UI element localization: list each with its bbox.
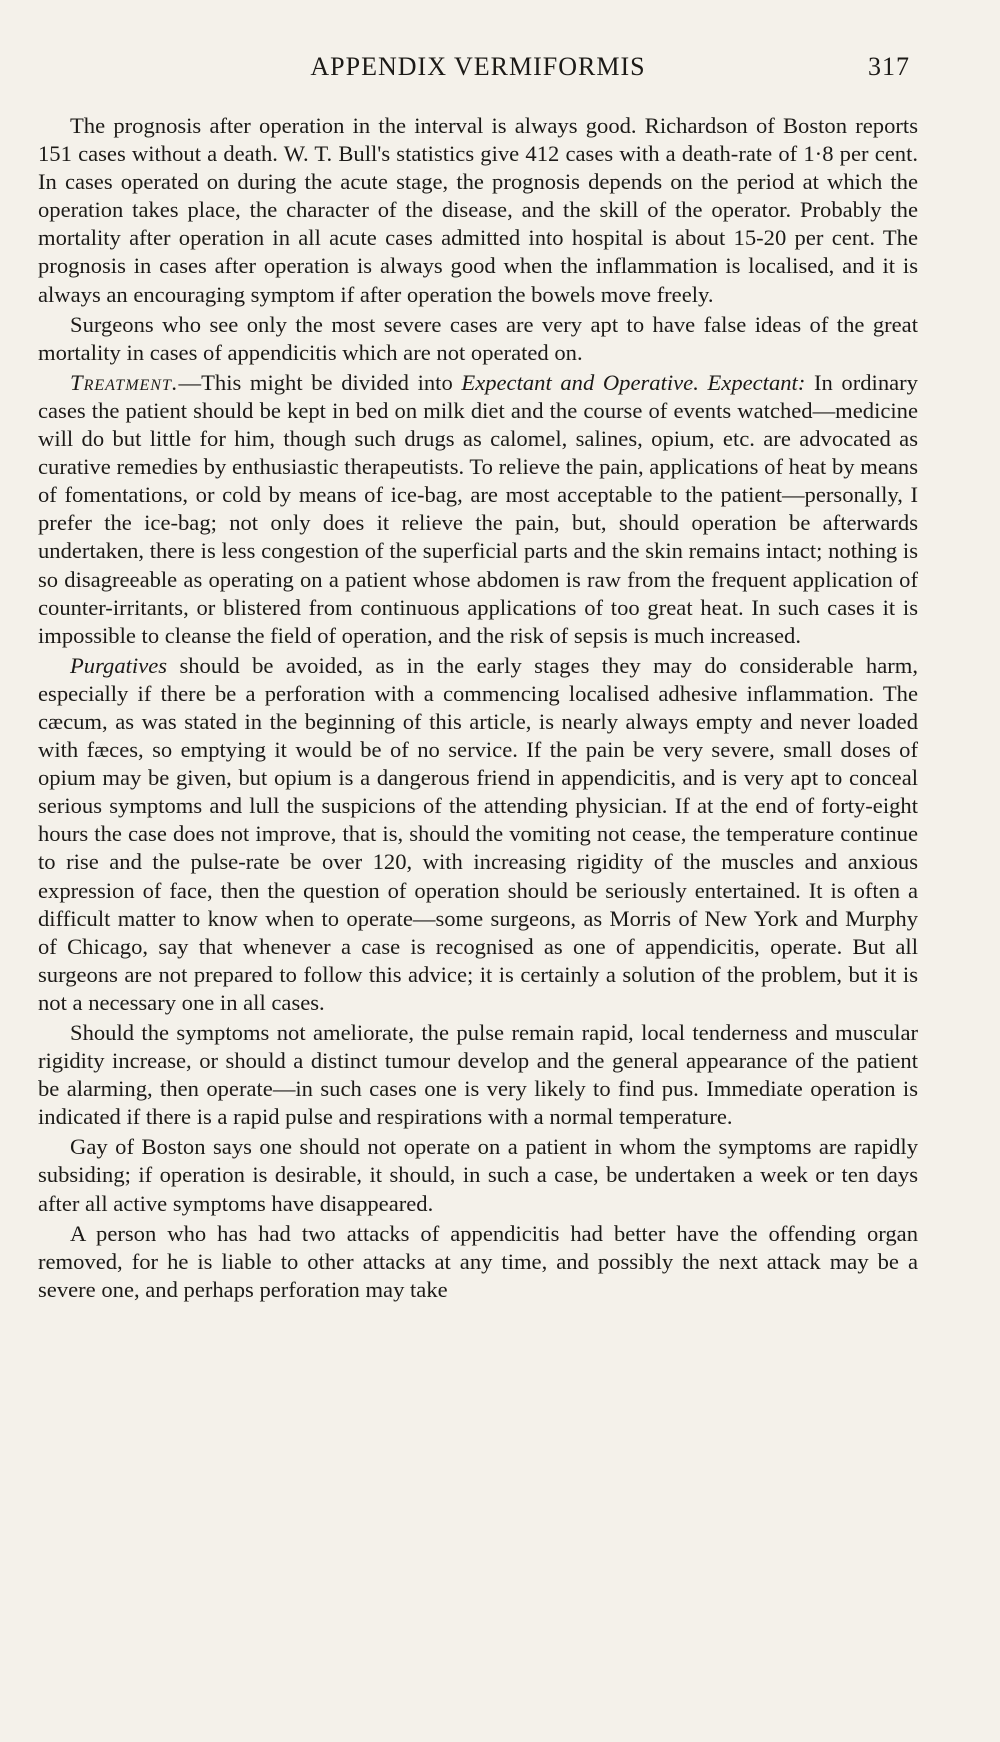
purgatives-heading: Purgatives: [70, 652, 168, 678]
paragraph-gay-of-boston: Gay of Boston says one should not operate on a patient in whom the symptoms are rapidly subsiding; if operation is desirable, it should, in such a case, be undertaken a week or ten days after all active symptoms have disappeared.: [38, 1134, 918, 1216]
paragraph-two-attacks: A person who has had two attacks of appendicitis had better have the offending organ removed, for he is liable to other attacks at any time, and possibly the next attack may be a severe one, and perhaps perforation may take: [38, 1220, 918, 1302]
paragraph-purgatives: [38, 652, 918, 1017]
page-number: 317: [868, 52, 910, 81]
treatment-italic-1: Expectant and Operative.: [461, 369, 699, 395]
paragraph-prognosis: The prognosis after operation in the interval is always good. Richardson of Boston reports 151 cases without a death. W. T. Bull's statistics give 412 cases with a death-rate of 1·8 per cent. In cases operated on during the acute stage, the prognosis depends on the period at which the operation takes place, the character of the disease, and the skill of the operator. Probably the mortality after operation in all acute cases admitted into hospital is about 15-20 per cent. The prognosis in cases after operation is always good when the inflammation is localised, and it is always an encouraging symptom if after operation the bowels move freely.: [38, 113, 918, 307]
paragraph-symptoms: Should the symptoms not ameliorate, the pulse remain rapid, local tenderness and muscular rigidity increase, or should a distinct tumour develop and the general appearance of the patient be alarming, then operate—in such cases one is very likely to find pus. Immediate operation is indicated if there is a rapid pulse and respirations with a normal temperature.: [38, 1020, 918, 1130]
treatment-text-2: [699, 370, 708, 395]
purgatives-text: should be avoided, as in the early stages they may do considerable harm, especially if there be a perforation with a commencing localised adhesive inflammation. The cæcum, as was stated in the beginning of this article, is nearly always empty and never loaded with fæces, so emptying it would be of no service. If the pain be very severe, small doses of opium may be given, but opium is a dangerous friend in appendicitis, and is very apt to conceal serious symptoms and lull the suspicions of the attending physician. If at the end of forty-eight hours the case does not improve, that is, should the vomiting not cease, the temperature continue to rise and the pulse-rate be over 120, with increasing rigidity of the muscles and anxious expression of face, then the question of operation should be seriously entertained. It is often a difficult matter to know when to operate—some surgeons, as Morris of New York and Murphy of Chicago, say that whenever a case is recognised as one of appendicitis, operate. But all surgeons are not prepared to follow this advice; it is certainly a solution of the problem, but it is not a necessary one in all cases.: [38, 652, 918, 1015]
treatment-italic-2: Expectant:: [707, 369, 806, 395]
paragraph-treatment: [38, 369, 918, 650]
running-title: APPENDIX VERMIFORMIS: [310, 52, 646, 81]
running-head: [38, 52, 918, 98]
paragraph-surgeons: Surgeons who see only the most severe cases are very apt to have false ideas of the great mortality in cases of appendicitis which are not operated on.: [38, 311, 918, 365]
treatment-heading: Treatment.: [70, 369, 179, 395]
body-text: [38, 112, 918, 1304]
treatment-text-1: —This might be divided into: [178, 369, 462, 395]
book-page: [38, 52, 918, 1304]
treatment-text-3: In ordinary cases the patient should be kept in bed on milk diet and the course of events watched—medicine will do but little for him, though such drugs as calomel, salines, opium, etc. are advocated as curative remedies by enthusiastic therapeutists. To relieve the pain, applications of heat by means of fomentations, or cold by means of ice-bag, are most acceptable to the patient—personally, I prefer the ice-bag; not only does it relieve the pain, but, should operation be afterwards undertaken, there is less congestion of the superficial parts and the skin remains intact; nothing is so disagreeable as operating on a patient whose abdomen is raw from the frequent application of counter-irritants, or blistered from continuous applications of too great heat. In such cases it is impossible to cleanse the field of operation, and the risk of sepsis is much increased.: [38, 369, 918, 648]
